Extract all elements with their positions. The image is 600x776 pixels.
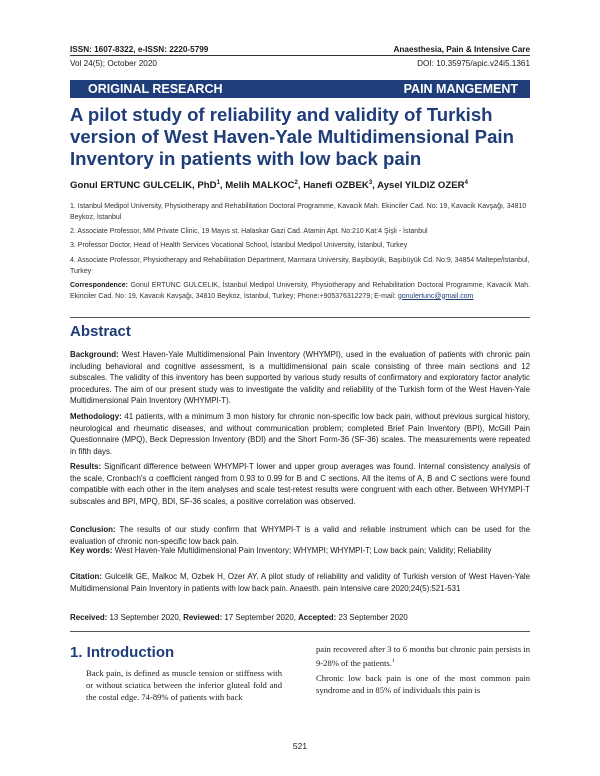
section-divider [70, 631, 530, 632]
header-divider [70, 55, 530, 56]
background-text: West Haven-Yale Multidimensional Pain Inventory (WHYMPI), used in the evaluation of patients with chronic pain including behavioral and cognitive assessment, is a multidimensional pain scale consisting of three main sections and 12 subscales. The validity of this inventory has been supported by various study results of confirmatory and exploratory factor analytic procedures. The aim of our present study was to investigate the validity and reliability of the Turkish form of the West Haven-Yale Multidimensional Pain Inventory (WHYMPI-T). [70, 350, 530, 406]
abstract-methodology [70, 411, 530, 457]
author-sup: 2 [294, 180, 298, 186]
article-title: A pilot study of reliability and validity of Turkish version of West Haven-Yale Multidimensional Pain Inventory in patients with low back pain [70, 104, 514, 169]
reviewed-label: Reviewed: [183, 613, 223, 622]
page-number: 521 [292, 741, 308, 751]
author-name: Aysel YILDIZ OZER [377, 180, 465, 192]
author-name: Melih MALKOC [225, 180, 295, 192]
accepted-label: Accepted: [298, 613, 337, 622]
correspondence-text: Gonul ERTUNC GULCELIK, İstanbul Medipol University, Physiotherapy and Rehabilitation Doctoral Programme, Kavacık Mah. Ekinciler Cad. No: 19, Kavacık Kavşağı, 34810 Beykoz, İstanbul, Turkey; Phone:+905376312279; E-mail: [70, 282, 530, 300]
results-label: Results: [70, 462, 102, 471]
volume-text: Vol 24(5); October 2020 [70, 59, 157, 68]
journal-name: Anaesthesia, Pain & Intensive Care [393, 45, 530, 54]
article-type-band [70, 80, 530, 98]
reviewed-date: 17 September 2020, [222, 613, 299, 622]
received-label: Received: [70, 613, 108, 622]
article-section-label: PAIN MANGEMENT [403, 82, 518, 96]
abstract-conclusion [70, 524, 530, 547]
abstract-results [70, 461, 530, 507]
author-sup: 3 [368, 180, 373, 186]
accepted-date: 23 September 2020 [336, 613, 408, 622]
section-divider [70, 317, 530, 318]
abstract-background [70, 349, 530, 407]
intro-right-column-top [316, 643, 530, 669]
citation-label: Citation: [70, 572, 102, 581]
results-text: Significant difference between WHYMPI-T lower and upper group averages was found. Internal consistency analysis of the scale, Cronbach's α coefficient ranged from 0.93 to 0.99 for B and C sections. All the items of A, B and C sections were found compatible with each other in the item analyses and scale test-retest results were congruent with each other. Between WHYMPI-T subscales and BPI, MPQ, BDI, SF-36 scales, a positive correlation was observed. [70, 462, 530, 506]
affiliation-2: 2. Associate Professor, MM Private Clinic, 19 Mayıs st. Halaskar Gazi Cad. Atamin Apt. No:210 Kat:4 Şişli - İstanbul [70, 228, 428, 235]
correspondence-block [70, 281, 530, 302]
author-name: Hanefi OZBEK [303, 180, 369, 192]
citation-text: Gulcelik GE, Malkoc M, Ozbek H, Ozer AY. A pilot study of reliability and validity of Turkish version of West Haven-Yale Multidimensional Pain Inventory in patients with low back pain. Anaesth. pain intensive care 2020;24(5):521-531 [70, 572, 530, 593]
article-type-label: ORIGINAL RESEARCH [88, 82, 223, 96]
keywords-text: West Haven-Yale Multidimensional Pain Inventory; WHYMPI; WHYMPI-T; Low back pain; Validity; Reliability [112, 546, 492, 555]
correspondence-email-link[interactable]: gonulertunc@gmail.com [397, 292, 474, 300]
affiliation-4: 4. Associate Professor, Physiotherapy and Rehabilitation Department, Marmara University, Başıbüyük, Başıbüyük Cd. No:9, 34854 Maltepe/İstanbul, Turkey [70, 257, 530, 275]
abstract-keywords [70, 545, 530, 557]
conclusion-text: The results of our study confirm that WHYMPI-T is a valid and reliable instrument which can be used for the evaluation of chronic non-specific low back pain. [70, 525, 530, 546]
abstract-citation [70, 571, 530, 594]
author-sup: 4 [464, 180, 468, 186]
article-dates [70, 612, 530, 624]
methodology-label: Methodology: [70, 412, 122, 421]
background-label: Background: [70, 350, 119, 359]
author-sup: 1 [216, 180, 220, 186]
received-date: 13 September 2020, [107, 613, 184, 622]
intro-right-column: Chronic low back pain is one of the most common pain syndrome and in 85% of individuals this pain is [316, 673, 530, 695]
affiliation-1: 1. Istanbul Medipol University, Physiotherapy and Rehabilitation Doctoral Programme, Kavacik Mah. Ekinciler Cad. No: 19, Kavacik Kavşağı, 34810 Beykoz, İstanbul [70, 203, 527, 221]
correspondence-label: Correspondence: [70, 282, 128, 289]
issn-text: ISSN: 1607-8322, e-ISSN: 2220-5799 [70, 45, 209, 54]
doi-link[interactable]: DOI: 10.35975/apic.v24i5.1361 [417, 59, 530, 68]
introduction-heading: 1. Introduction [70, 644, 175, 661]
affiliation-3: 3. Professor Doctor, Head of Health Services Vocational School, İstanbul Medipol University, İstanbul, Turkey [70, 242, 408, 249]
intro-left-column: Back pain, is defined as muscle tension or stiffness with or without sciatica between the inferior gluteal fold and the costal edge. 74-89% of patients with back [86, 668, 282, 702]
reference-sup[interactable]: 1 [391, 658, 395, 664]
abstract-heading: Abstract [70, 323, 131, 340]
author-list: Gonul ERTUNC GULCELIK, PhD$^1$, Melih MALKOC$^2$, Hanefi OZBEK$^3$, Aysel YILDIZ OZER$^4$ [70, 180, 468, 192]
author-name: Gonul ERTUNC GULCELIK, PhD [70, 180, 217, 192]
keywords-label: Key words: [70, 546, 113, 555]
methodology-text: 41 patients, with a minimum 3 mon history for chronic non-specific low back pain, without previous surgical history, neurological and rheumatic diseases, and without communication problem; completed Brief Pain Inventory (BPI), McGill Pain Questionnaire (MPQ), Beck Depression Inventory (BDI) and the Short Form-36 (SF-36) scales. The measurements were repeated in fifth days. [70, 412, 530, 456]
intro-right-top-text: pain recovered after 3 to 6 months but chronic pain persists in 9-28% of the patients. [316, 644, 530, 668]
conclusion-label: Conclusion: [70, 525, 116, 534]
